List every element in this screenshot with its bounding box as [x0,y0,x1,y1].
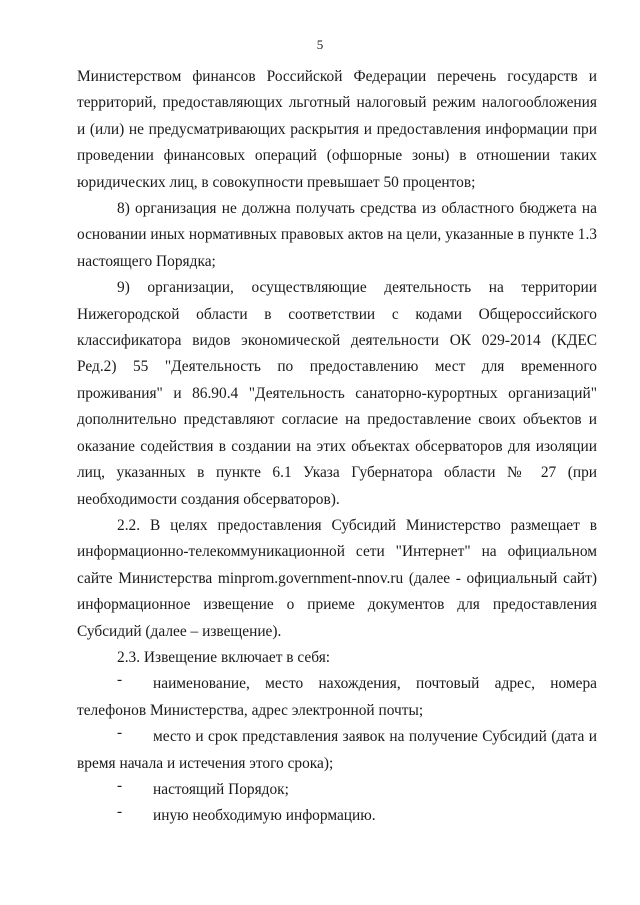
paragraph-2-2: 2.2. В целях предоставления Субсидий Министерство размещает в информационно-телекоммуникационной сети "Интернет" на официальном сайте Министерства minprom.government-nnov.ru (далее - официальный сайт) информационное извещение о приеме документов для предоставления Субсидий (далее – извещение). [77,516,597,640]
bullet-dash: - [117,724,123,742]
paragraph-item-8: 8) организация не должна получать средства из областного бюджета на основании иных нормативных правовых актов на цели, указанные в пункте 1.3 настоящего Порядка; [77,200,597,270]
list-item-text: наименование, место нахождения, почтовый адрес, номера телефонов Министерства, адрес электронной почты; [77,675,597,719]
list-item [77,803,597,829]
bullet-dash: - [117,803,123,821]
paragraph-item-9: 9) организации, осуществляющие деятельность на территории Нижегородской области в соответствии с кодами Общероссийского классификатора видов экономической деятельности ОК 029-2014 (КДЕС Ред.2) 55 "Деятельность по предоставлению мест для временного проживания" и 86.90.4 "Деятельность санаторно-курортных организаций" дополнительно представляют согласие на предоставление своих объектов и оказание содействия в создании на этих объектах обсерваторов для изоляции лиц, указанных в пункте 6.1 Указа Губернатора области № 27 (при необходимости создания обсерваторов). [77,279,597,508]
page-number: 5 [316,37,324,52]
list-item [77,671,597,724]
bullet-dash: - [117,776,123,794]
list-item [77,777,597,803]
paragraph-2-3: 2.3. Извещение включает в себя: [117,648,331,666]
paragraph-continuation: Министерством финансов Российской Федерации перечень государств и территорий, предоставляющих льготный налоговый режим налогообложения и (или) не предусматривающих раскрытия и предоставления информации при проведении финансовых операций (офшорные зоны) в отношении таких юридических лиц, в совокупности превышает 50 процентов; [77,68,597,191]
list-item-text: иную необходимую информацию. [153,807,376,825]
list-item-text: место и срок представления заявок на получение Субсидий (дата и время начала и истечения этого срока); [77,728,597,772]
list-item-text: настоящий Порядок; [153,780,289,798]
list-item [77,724,597,777]
bullet-dash: - [117,671,123,689]
document-body [77,64,597,830]
